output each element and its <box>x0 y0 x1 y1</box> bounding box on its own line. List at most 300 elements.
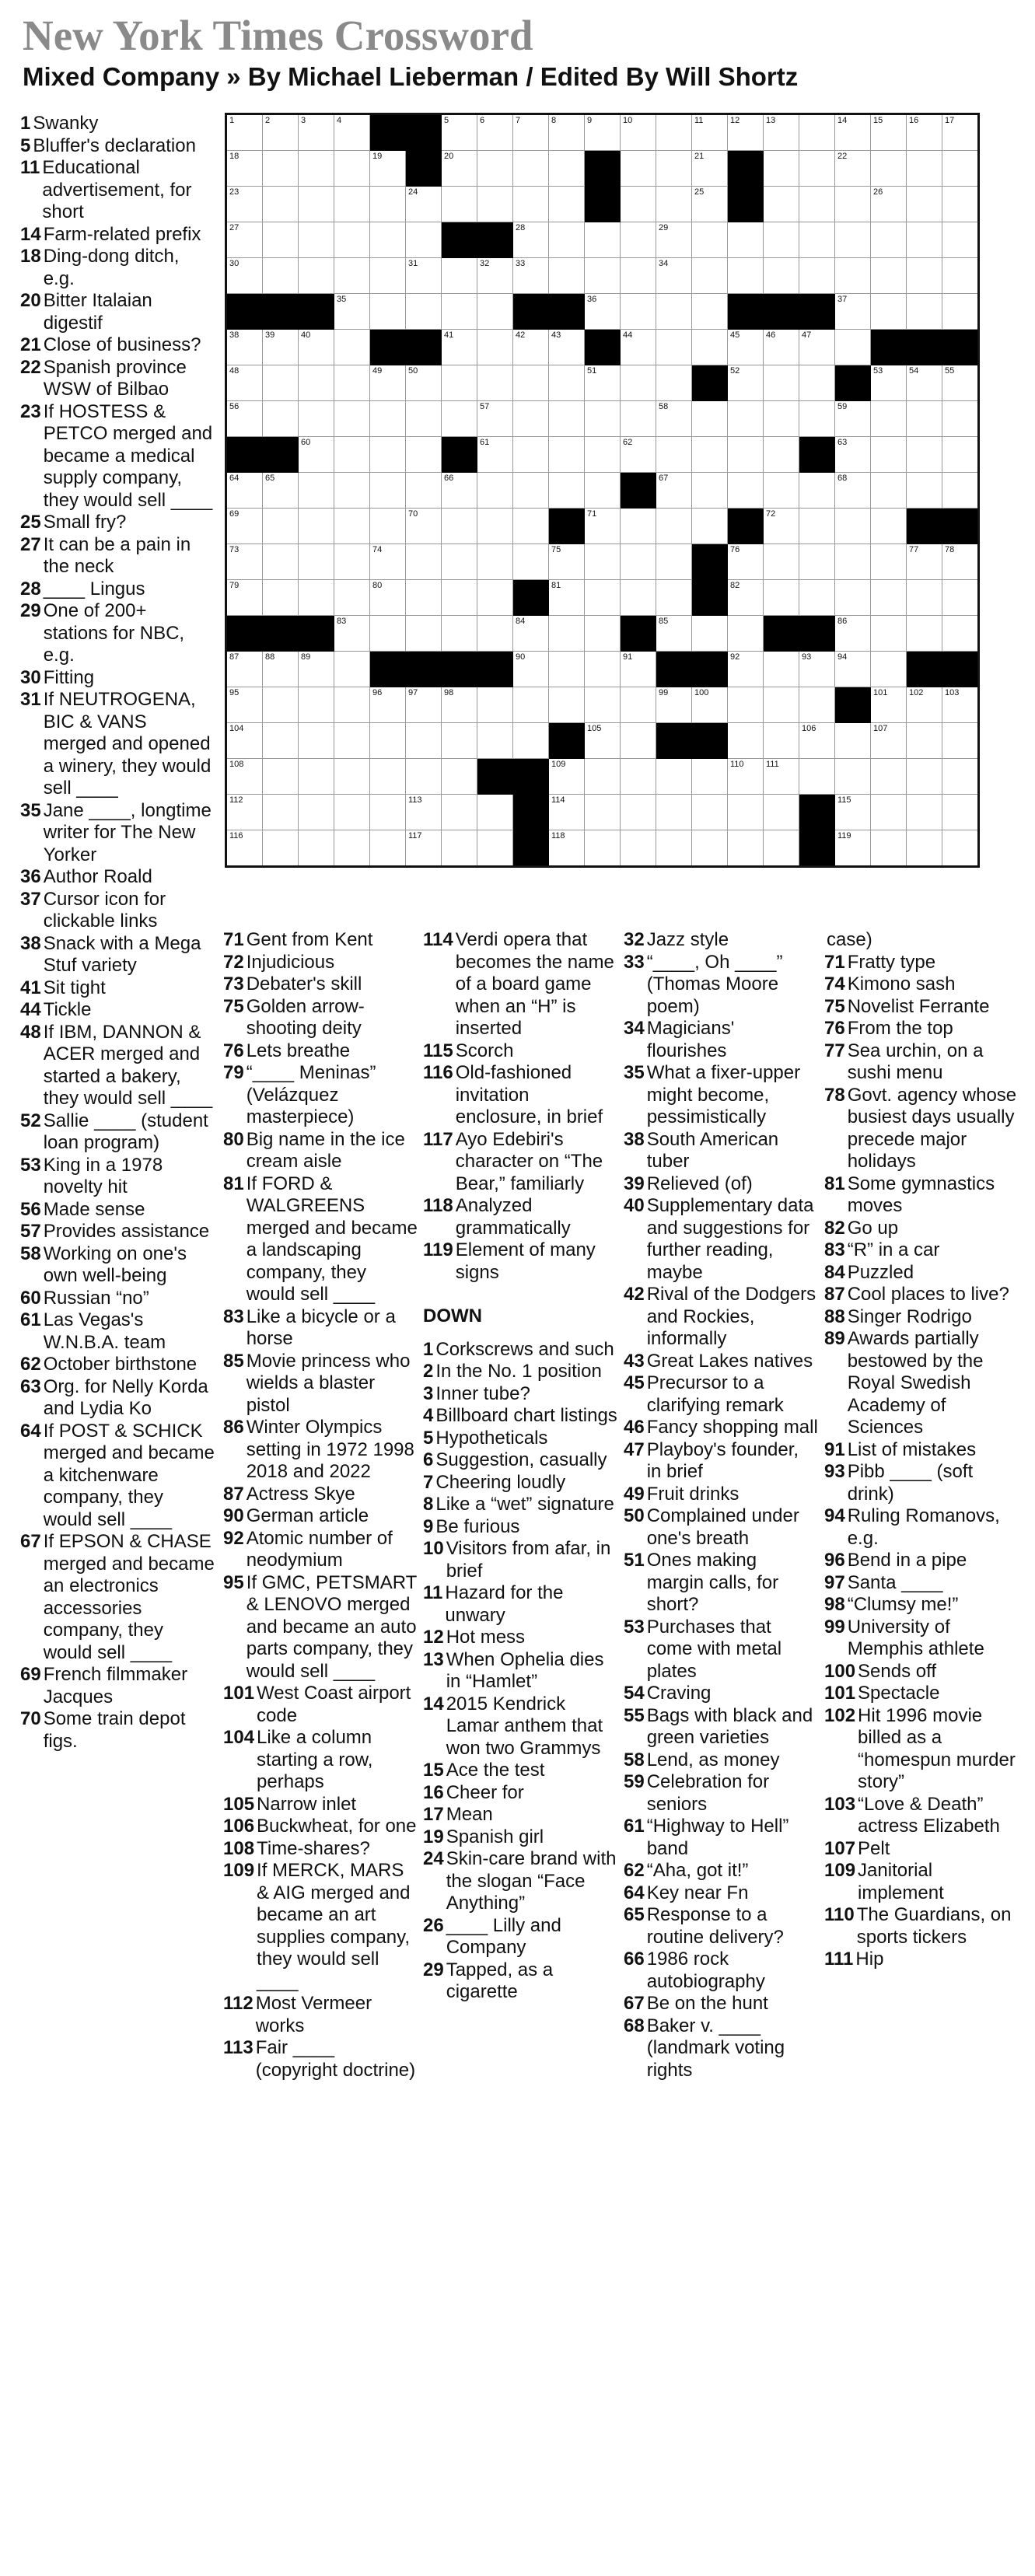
grid-cell[interactable] <box>871 759 907 795</box>
grid-cell[interactable] <box>799 187 835 222</box>
grid-cell[interactable] <box>728 473 764 509</box>
grid-cell[interactable] <box>907 723 942 759</box>
grid-cell[interactable] <box>477 830 513 867</box>
grid-cell[interactable] <box>942 723 979 759</box>
grid-cell[interactable] <box>942 759 979 795</box>
clue-item[interactable] <box>223 1860 418 1993</box>
grid-cell[interactable] <box>942 616 979 652</box>
clue-item[interactable] <box>20 401 215 512</box>
clue-item[interactable] <box>423 1582 617 1627</box>
clue-item[interactable] <box>624 1771 818 1816</box>
grid-cell[interactable] <box>656 544 692 580</box>
grid-cell[interactable] <box>835 294 871 330</box>
clue-item[interactable] <box>223 1993 418 2037</box>
grid-cell[interactable] <box>513 330 549 365</box>
clue-item[interactable] <box>423 1383 617 1406</box>
clue-item[interactable] <box>423 1239 617 1284</box>
grid-cell[interactable] <box>299 330 334 365</box>
clue-item[interactable] <box>624 1062 818 1129</box>
clue-item[interactable] <box>423 1494 617 1516</box>
grid-cell[interactable] <box>728 222 764 258</box>
grid-cell[interactable] <box>370 151 406 187</box>
grid-cell[interactable] <box>942 401 979 437</box>
clue-item[interactable] <box>423 1848 617 1915</box>
grid-cell[interactable] <box>728 616 764 652</box>
clue-item[interactable] <box>624 1904 818 1949</box>
grid-cell[interactable] <box>263 365 299 401</box>
clue-item[interactable] <box>824 1505 1019 1550</box>
grid-cell[interactable] <box>226 330 263 365</box>
grid-cell[interactable] <box>871 365 907 401</box>
clue-item[interactable] <box>423 1516 617 1539</box>
clue-item[interactable] <box>20 1243 215 1288</box>
clue-item[interactable] <box>423 1129 617 1196</box>
grid-cell[interactable] <box>370 830 406 867</box>
grid-cell[interactable] <box>299 114 334 151</box>
clue-item[interactable] <box>423 1538 617 1582</box>
grid-cell[interactable] <box>835 795 871 830</box>
grid-cell[interactable] <box>907 795 942 830</box>
grid-cell[interactable] <box>513 723 549 759</box>
clue-item[interactable] <box>20 600 215 667</box>
grid-cell[interactable] <box>728 723 764 759</box>
grid-cell[interactable] <box>370 473 406 509</box>
grid-cell[interactable] <box>513 151 549 187</box>
grid-cell[interactable] <box>513 509 549 544</box>
clue-item[interactable] <box>824 1239 1019 1262</box>
clue-item[interactable] <box>20 889 215 933</box>
grid-cell[interactable] <box>477 330 513 365</box>
grid-cell[interactable] <box>799 222 835 258</box>
grid-cell[interactable] <box>585 580 621 616</box>
grid-cell[interactable] <box>513 401 549 437</box>
clue-item[interactable] <box>624 929 818 952</box>
clue-item[interactable] <box>20 290 215 334</box>
clue-item[interactable] <box>20 1421 215 1532</box>
grid-cell[interactable] <box>299 795 334 830</box>
grid-cell[interactable] <box>692 473 728 509</box>
clue-item[interactable] <box>824 1904 1019 1949</box>
grid-cell[interactable] <box>942 473 979 509</box>
grid-cell[interactable] <box>406 187 442 222</box>
grid-cell[interactable] <box>871 222 907 258</box>
clue-item[interactable] <box>223 952 418 974</box>
grid-cell[interactable] <box>907 187 942 222</box>
grid-cell[interactable] <box>477 365 513 401</box>
grid-cell[interactable] <box>942 580 979 616</box>
grid-cell[interactable] <box>835 652 871 687</box>
grid-cell[interactable] <box>692 114 728 151</box>
grid-cell[interactable] <box>226 580 263 616</box>
grid-cell[interactable] <box>263 830 299 867</box>
grid-cell[interactable] <box>799 401 835 437</box>
grid-cell[interactable] <box>442 580 477 616</box>
grid-cell[interactable] <box>370 437 406 473</box>
grid-cell[interactable] <box>799 330 835 365</box>
grid-cell[interactable] <box>799 652 835 687</box>
clue-item[interactable] <box>624 1018 818 1062</box>
grid-cell[interactable] <box>799 723 835 759</box>
clue-item[interactable] <box>423 1339 617 1361</box>
grid-cell[interactable] <box>907 830 942 867</box>
grid-cell[interactable] <box>871 473 907 509</box>
grid-cell[interactable] <box>907 616 942 652</box>
grid-cell[interactable] <box>442 473 477 509</box>
clue-item[interactable] <box>824 996 1019 1019</box>
clue-item[interactable] <box>824 1439 1019 1462</box>
grid-cell[interactable] <box>621 258 656 294</box>
grid-cell[interactable] <box>263 580 299 616</box>
grid-cell[interactable] <box>871 401 907 437</box>
clue-item[interactable] <box>20 977 215 1000</box>
grid-cell[interactable] <box>871 544 907 580</box>
grid-cell[interactable] <box>835 616 871 652</box>
grid-cell[interactable] <box>871 187 907 222</box>
grid-cell[interactable] <box>549 580 585 616</box>
clue-item[interactable] <box>423 1804 617 1826</box>
grid-cell[interactable] <box>334 258 370 294</box>
grid-cell[interactable] <box>907 401 942 437</box>
grid-cell[interactable] <box>226 723 263 759</box>
grid-cell[interactable] <box>764 330 799 365</box>
grid-cell[interactable] <box>263 401 299 437</box>
grid-cell[interactable] <box>799 258 835 294</box>
grid-cell[interactable] <box>764 580 799 616</box>
grid-cell[interactable] <box>299 723 334 759</box>
grid-cell[interactable] <box>871 830 907 867</box>
grid-cell[interactable] <box>728 365 764 401</box>
grid-cell[interactable] <box>442 687 477 723</box>
grid-cell[interactable] <box>442 330 477 365</box>
clue-item[interactable] <box>624 1284 818 1351</box>
clue-item[interactable] <box>20 1664 215 1708</box>
grid-cell[interactable] <box>871 151 907 187</box>
grid-cell[interactable] <box>549 365 585 401</box>
grid-cell[interactable] <box>907 759 942 795</box>
grid-cell[interactable] <box>656 294 692 330</box>
grid-cell[interactable] <box>835 580 871 616</box>
clue-item[interactable] <box>824 952 1019 974</box>
grid-cell[interactable] <box>549 616 585 652</box>
grid-cell[interactable] <box>334 723 370 759</box>
grid-cell[interactable] <box>835 401 871 437</box>
clue-item[interactable] <box>223 996 418 1040</box>
grid-cell[interactable] <box>406 830 442 867</box>
grid-cell[interactable] <box>370 222 406 258</box>
grid-cell[interactable] <box>263 795 299 830</box>
grid-cell[interactable] <box>621 795 656 830</box>
grid-cell[interactable] <box>764 187 799 222</box>
grid-cell[interactable] <box>263 544 299 580</box>
grid-cell[interactable] <box>621 222 656 258</box>
clue-item[interactable] <box>824 1284 1019 1306</box>
clue-item[interactable] <box>624 2015 818 2082</box>
clue-item[interactable] <box>824 1838 1019 1861</box>
clue-item[interactable] <box>824 1572 1019 1595</box>
grid-cell[interactable] <box>370 401 406 437</box>
grid-cell[interactable] <box>370 580 406 616</box>
grid-cell[interactable] <box>549 437 585 473</box>
clue-item[interactable] <box>824 1550 1019 1572</box>
clue-item[interactable] <box>624 1372 818 1417</box>
grid-cell[interactable] <box>406 258 442 294</box>
clue-item[interactable] <box>20 1199 215 1222</box>
clue-item[interactable] <box>624 1173 818 1196</box>
clue-item[interactable] <box>824 1018 1019 1040</box>
grid-cell[interactable] <box>299 365 334 401</box>
grid-cell[interactable] <box>692 830 728 867</box>
grid-cell[interactable] <box>585 473 621 509</box>
grid-cell[interactable] <box>835 330 871 365</box>
grid-cell[interactable] <box>406 401 442 437</box>
grid-cell[interactable] <box>299 830 334 867</box>
grid-cell[interactable] <box>585 723 621 759</box>
grid-cell[interactable] <box>263 151 299 187</box>
grid-cell[interactable] <box>513 187 549 222</box>
grid-cell[interactable] <box>835 830 871 867</box>
grid-cell[interactable] <box>513 258 549 294</box>
grid-cell[interactable] <box>442 401 477 437</box>
grid-cell[interactable] <box>585 401 621 437</box>
grid-cell[interactable] <box>406 222 442 258</box>
grid-cell[interactable] <box>621 330 656 365</box>
clue-item[interactable] <box>223 1505 418 1528</box>
clue-item[interactable] <box>423 1449 617 1472</box>
clue-item[interactable] <box>624 1195 818 1284</box>
grid-cell[interactable] <box>621 830 656 867</box>
grid-cell[interactable] <box>370 795 406 830</box>
clue-item[interactable] <box>423 1195 617 1239</box>
grid-cell[interactable] <box>406 509 442 544</box>
grid-cell[interactable] <box>226 401 263 437</box>
grid-cell[interactable] <box>263 687 299 723</box>
grid-cell[interactable] <box>477 437 513 473</box>
clue-item[interactable] <box>20 1288 215 1310</box>
grid-cell[interactable] <box>942 114 979 151</box>
grid-cell[interactable] <box>299 258 334 294</box>
grid-cell[interactable] <box>477 509 513 544</box>
clue-item[interactable] <box>824 1683 1019 1705</box>
grid-cell[interactable] <box>370 294 406 330</box>
grid-cell[interactable] <box>621 544 656 580</box>
grid-cell[interactable] <box>871 616 907 652</box>
clue-item[interactable] <box>20 689 215 800</box>
grid-cell[interactable] <box>907 258 942 294</box>
grid-cell[interactable] <box>621 687 656 723</box>
clue-item[interactable] <box>20 667 215 690</box>
grid-cell[interactable] <box>692 795 728 830</box>
grid-cell[interactable] <box>764 437 799 473</box>
grid-cell[interactable] <box>692 222 728 258</box>
clue-item[interactable] <box>223 1572 418 1683</box>
grid-cell[interactable] <box>621 187 656 222</box>
grid-cell[interactable] <box>334 330 370 365</box>
grid-cell[interactable] <box>728 330 764 365</box>
grid-cell[interactable] <box>942 151 979 187</box>
grid-cell[interactable] <box>370 544 406 580</box>
grid-cell[interactable] <box>835 114 871 151</box>
grid-cell[interactable] <box>656 473 692 509</box>
clue-item[interactable] <box>824 973 1019 996</box>
grid-cell[interactable] <box>871 509 907 544</box>
grid-cell[interactable] <box>621 401 656 437</box>
grid-cell[interactable] <box>585 652 621 687</box>
grid-cell[interactable] <box>585 544 621 580</box>
grid-cell[interactable] <box>263 759 299 795</box>
grid-cell[interactable] <box>871 723 907 759</box>
grid-cell[interactable] <box>299 437 334 473</box>
grid-cell[interactable] <box>621 652 656 687</box>
grid-cell[interactable] <box>549 151 585 187</box>
clue-item[interactable] <box>824 1173 1019 1218</box>
clue-item[interactable] <box>20 1221 215 1243</box>
clue-item[interactable] <box>824 1860 1019 1904</box>
grid-cell[interactable] <box>585 437 621 473</box>
grid-cell[interactable] <box>764 114 799 151</box>
clue-item[interactable] <box>223 1306 418 1351</box>
grid-cell[interactable] <box>799 114 835 151</box>
clue-item[interactable] <box>20 866 215 889</box>
grid-cell[interactable] <box>442 365 477 401</box>
grid-cell[interactable] <box>942 437 979 473</box>
clue-item[interactable] <box>20 1531 215 1664</box>
grid-cell[interactable] <box>728 830 764 867</box>
grid-cell[interactable] <box>477 687 513 723</box>
grid-cell[interactable] <box>585 795 621 830</box>
grid-cell[interactable] <box>549 795 585 830</box>
grid-cell[interactable] <box>764 401 799 437</box>
grid-cell[interactable] <box>442 544 477 580</box>
grid-cell[interactable] <box>226 222 263 258</box>
grid-cell[interactable] <box>585 365 621 401</box>
grid-cell[interactable] <box>835 151 871 187</box>
clue-item[interactable] <box>223 1816 418 1838</box>
grid-cell[interactable] <box>549 330 585 365</box>
grid-cell[interactable] <box>549 401 585 437</box>
grid-cell[interactable] <box>370 687 406 723</box>
clue-item[interactable] <box>423 1760 617 1782</box>
grid-cell[interactable] <box>549 830 585 867</box>
grid-cell[interactable] <box>835 187 871 222</box>
grid-cell[interactable] <box>513 473 549 509</box>
clue-item[interactable] <box>423 1649 617 1693</box>
grid-cell[interactable] <box>263 222 299 258</box>
grid-cell[interactable] <box>692 437 728 473</box>
grid-cell[interactable] <box>907 365 942 401</box>
clue-item[interactable] <box>624 1860 818 1882</box>
clue-item[interactable] <box>423 1627 617 1649</box>
grid-cell[interactable] <box>585 830 621 867</box>
clue-item[interactable] <box>20 534 215 578</box>
grid-cell[interactable] <box>728 401 764 437</box>
clue-item[interactable] <box>624 1484 818 1506</box>
grid-cell[interactable] <box>226 759 263 795</box>
grid-cell[interactable] <box>477 187 513 222</box>
clue-item[interactable] <box>223 1794 418 1816</box>
grid-cell[interactable] <box>299 187 334 222</box>
clue-item[interactable] <box>20 1110 215 1155</box>
grid-cell[interactable] <box>513 437 549 473</box>
clue-item[interactable] <box>624 1550 818 1617</box>
grid-cell[interactable] <box>513 544 549 580</box>
grid-cell[interactable] <box>656 222 692 258</box>
grid-cell[interactable] <box>370 616 406 652</box>
grid-cell[interactable] <box>799 473 835 509</box>
grid-cell[interactable] <box>334 401 370 437</box>
grid-cell[interactable] <box>764 473 799 509</box>
grid-cell[interactable] <box>406 544 442 580</box>
grid-cell[interactable] <box>549 114 585 151</box>
grid-cell[interactable] <box>728 114 764 151</box>
grid-cell[interactable] <box>406 687 442 723</box>
grid-cell[interactable] <box>334 616 370 652</box>
clue-item[interactable] <box>423 1428 617 1450</box>
grid-cell[interactable] <box>549 473 585 509</box>
grid-cell[interactable] <box>513 114 549 151</box>
grid-cell[interactable] <box>835 437 871 473</box>
grid-cell[interactable] <box>871 795 907 830</box>
clue-item[interactable] <box>624 1505 818 1550</box>
clue-item[interactable] <box>20 224 215 246</box>
grid-cell[interactable] <box>799 365 835 401</box>
clue-item[interactable] <box>20 1155 215 1199</box>
clue-item[interactable] <box>824 1705 1019 1794</box>
grid-cell[interactable] <box>764 365 799 401</box>
clue-item[interactable] <box>824 1306 1019 1329</box>
grid-cell[interactable] <box>728 652 764 687</box>
grid-cell[interactable] <box>728 437 764 473</box>
clue-item[interactable] <box>423 1826 617 1849</box>
grid-cell[interactable] <box>621 759 656 795</box>
grid-cell[interactable] <box>728 580 764 616</box>
clue-item[interactable] <box>423 1782 617 1805</box>
grid-cell[interactable] <box>370 258 406 294</box>
clue-item[interactable] <box>824 929 1019 952</box>
clue-item[interactable] <box>624 1683 818 1705</box>
grid-cell[interactable] <box>549 187 585 222</box>
grid-cell[interactable] <box>871 294 907 330</box>
clue-item[interactable] <box>824 1949 1019 1971</box>
grid-cell[interactable] <box>907 114 942 151</box>
grid-cell[interactable] <box>513 365 549 401</box>
grid-cell[interactable] <box>728 795 764 830</box>
clue-item[interactable] <box>223 1727 418 1794</box>
grid-cell[interactable] <box>621 437 656 473</box>
grid-cell[interactable] <box>477 795 513 830</box>
grid-cell[interactable] <box>692 187 728 222</box>
grid-cell[interactable] <box>406 294 442 330</box>
grid-cell[interactable] <box>728 258 764 294</box>
grid-cell[interactable] <box>764 652 799 687</box>
clue-item[interactable] <box>20 1376 215 1421</box>
clue-item[interactable] <box>824 1461 1019 1505</box>
grid-cell[interactable] <box>263 114 299 151</box>
grid-cell[interactable] <box>334 687 370 723</box>
clue-item[interactable] <box>20 1022 215 1110</box>
clue-item[interactable] <box>223 1683 418 1727</box>
grid-cell[interactable] <box>513 652 549 687</box>
grid-cell[interactable] <box>513 616 549 652</box>
grid-cell[interactable] <box>334 187 370 222</box>
grid-cell[interactable] <box>299 401 334 437</box>
grid-cell[interactable] <box>799 687 835 723</box>
grid-cell[interactable] <box>799 151 835 187</box>
grid-cell[interactable] <box>442 616 477 652</box>
clue-item[interactable] <box>20 334 215 357</box>
grid-cell[interactable] <box>764 222 799 258</box>
grid-cell[interactable] <box>656 580 692 616</box>
clue-item[interactable] <box>223 929 418 952</box>
